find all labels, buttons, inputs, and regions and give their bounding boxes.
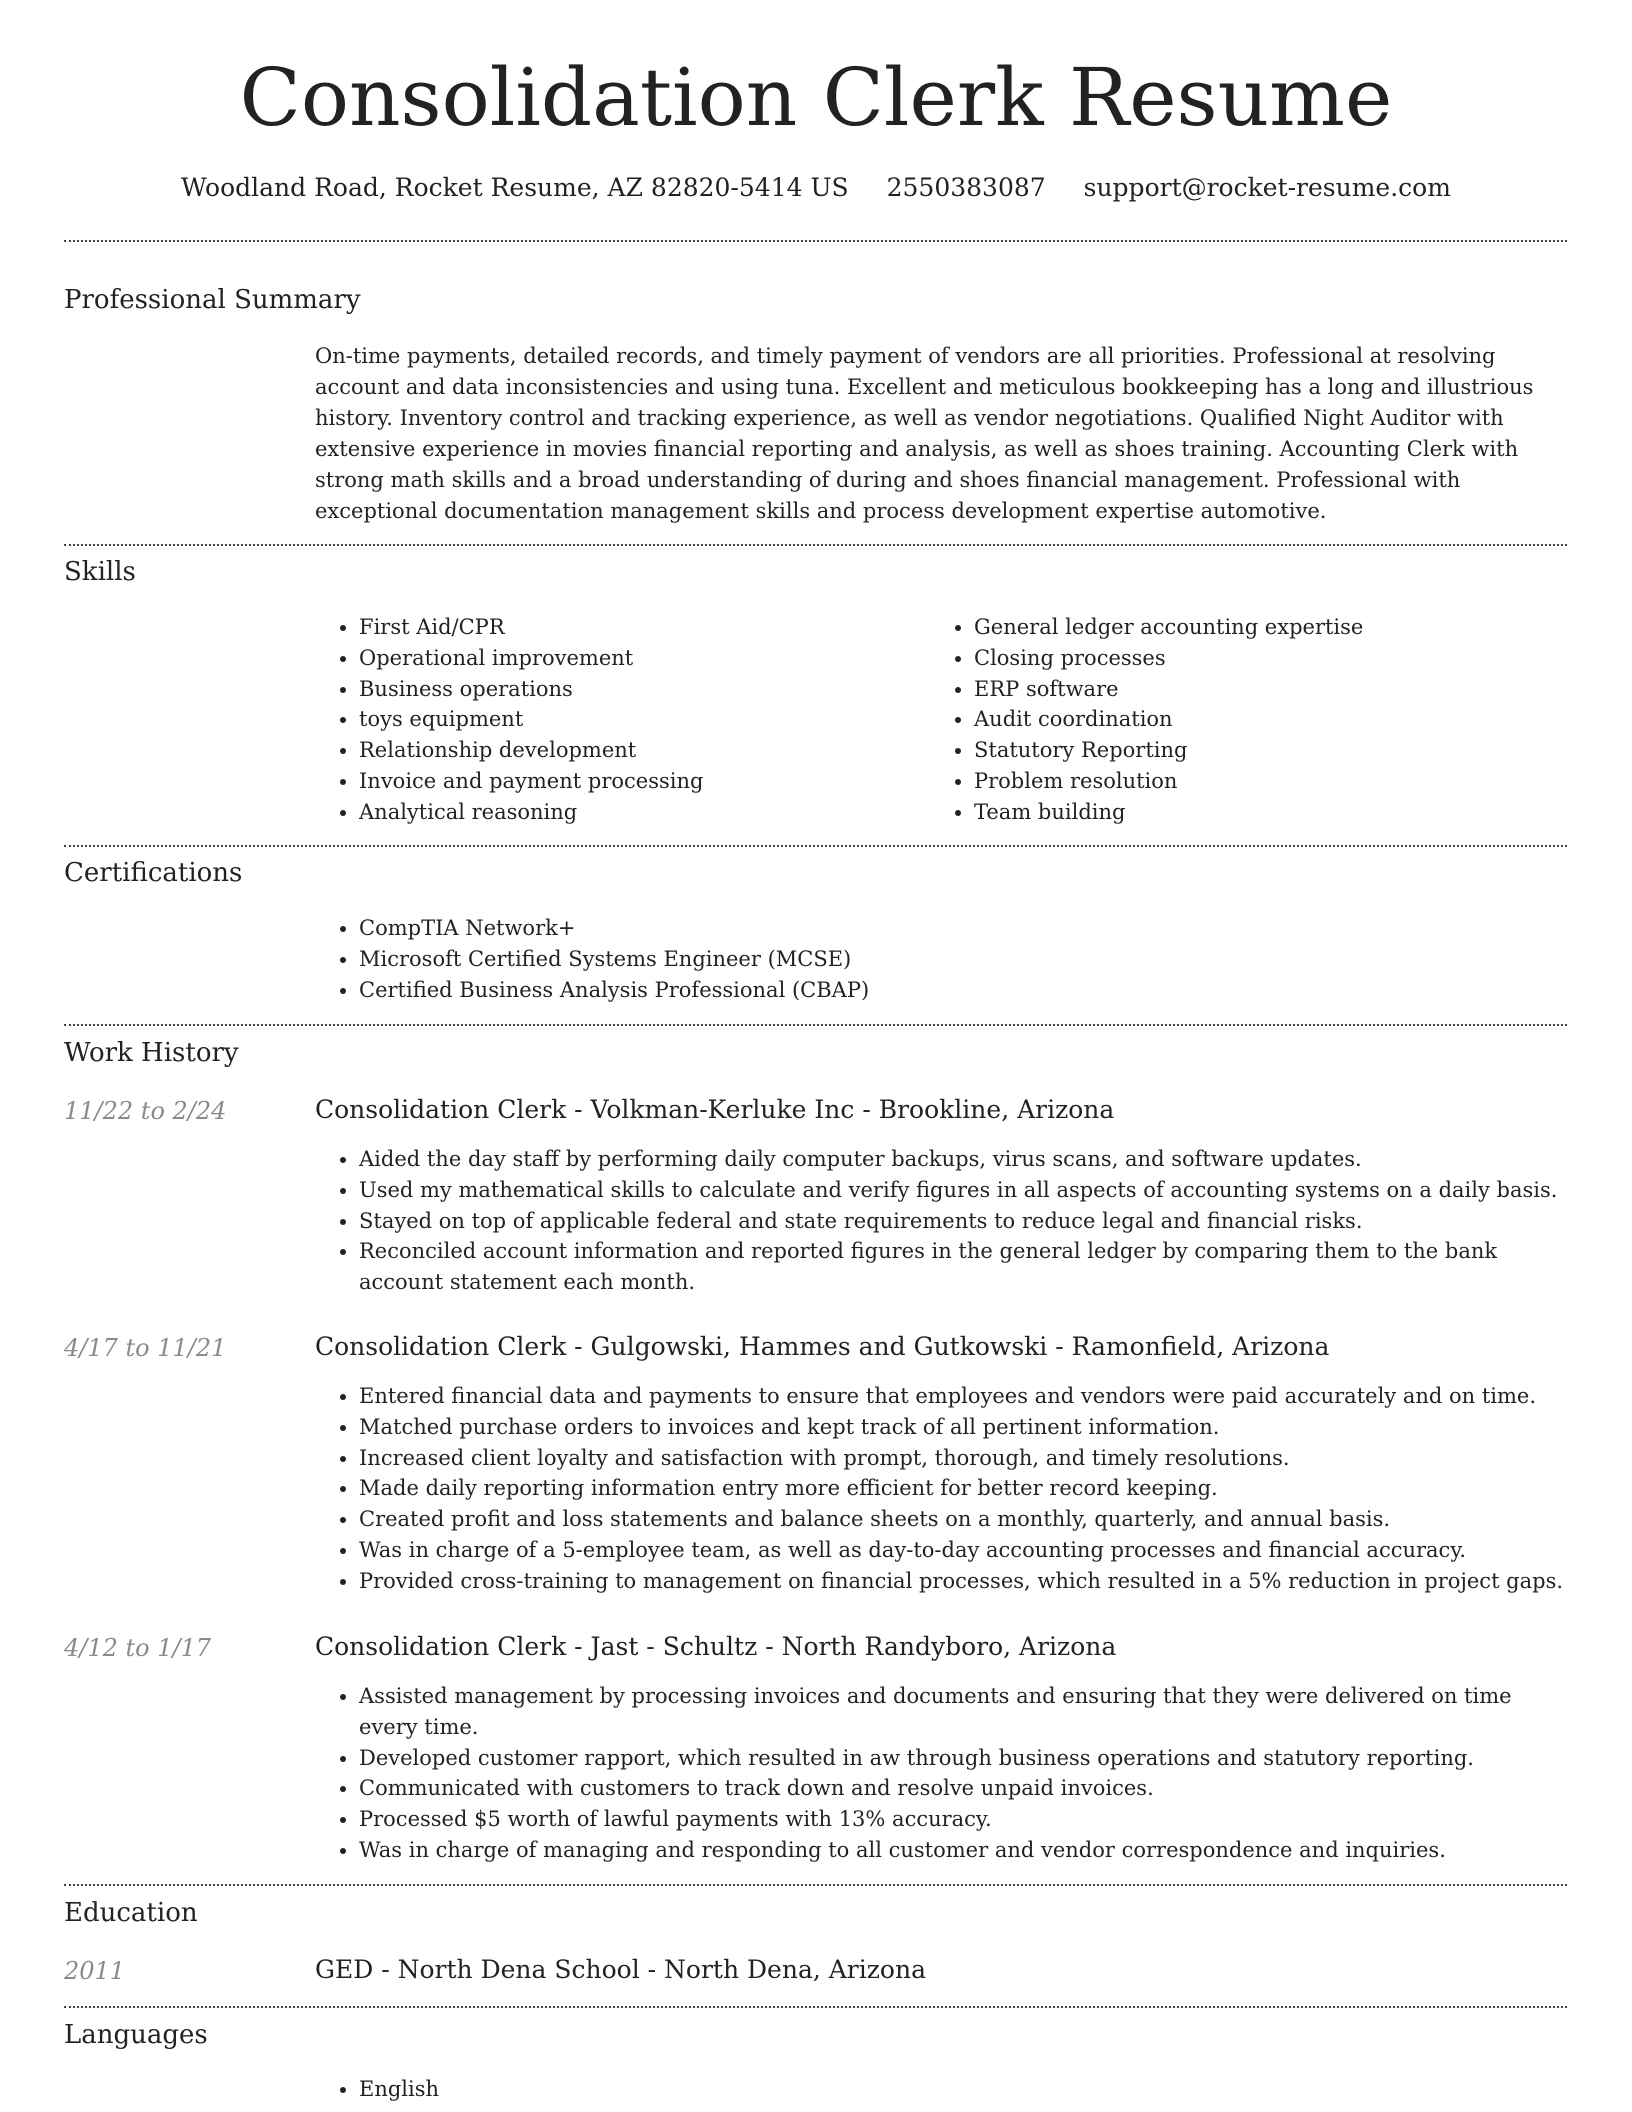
job-bullet: • Stayed on top of applicable federal and state requirements to reduce legal and financial risks. [359,1206,1567,1237]
language-item: • English [359,2074,959,2105]
job-bullets [315,1681,1567,1866]
skill-item: • Audit coordination [974,704,1574,735]
certifications-list [315,913,1559,1005]
job-bullet: • Reconciled account information and reported figures in the general ledger by comparing them to the bank account statement each month. [359,1236,1567,1298]
skill-item: • General ledger accounting expertise [974,612,1574,643]
skill-item: • Analytical reasoning [359,797,919,828]
job-title: Consolidation Clerk - Volkman-Kerluke Inc - Brookline, Arizona [315,1095,1115,1124]
education-entry: GED - North Dena School - North Dena, Arizona [315,1955,926,1984]
skill-item: • ERP software [974,674,1574,705]
languages-heading: Languages [64,2020,208,2050]
job-bullets [315,1144,1567,1298]
job-bullet: • Was in charge of managing and responding to all customer and vendor correspondence and inquiries. [359,1835,1567,1866]
job-dates: 11/22 to 2/24 [64,1097,227,1125]
job-bullet: • Used my mathematical skills to calculate and verify figures in all aspects of accounting systems on a daily basis. [359,1175,1567,1206]
skills-list-right [930,612,1574,828]
certification-item: • Microsoft Certified Systems Engineer (MCSE) [359,944,1559,975]
section-divider [64,845,1567,847]
section-divider [64,2006,1567,2008]
job-dates: 4/17 to 11/21 [64,1334,227,1362]
section-divider [64,1884,1567,1886]
section-divider [64,240,1567,242]
contact-phone: 2550383087 [886,173,1046,202]
job-bullet: • Processed $5 worth of lawful payments with 13% accuracy. [359,1804,1567,1835]
education-heading: Education [64,1898,198,1928]
summary-heading: Professional Summary [64,285,361,315]
skill-item: • Statutory Reporting [974,735,1574,766]
skill-item: • Closing processes [974,643,1574,674]
languages-list [315,2074,959,2105]
certification-item: • CompTIA Network+ [359,913,1559,944]
work-history-heading: Work History [64,1038,239,1068]
certifications-heading: Certifications [64,858,243,888]
skill-item: • Business operations [359,674,919,705]
skill-item: • Problem resolution [974,766,1574,797]
job-bullet: • Aided the day staff by performing daily computer backups, virus scans, and software updates. [359,1144,1567,1175]
job-bullet: • Increased client loyalty and satisfaction with prompt, thorough, and timely resolutions. [359,1443,1567,1474]
skill-item: • Operational improvement [359,643,919,674]
skill-item: • toys equipment [359,704,919,735]
job-title: Consolidation Clerk - Gulgowski, Hammes and Gutkowski - Ramonfield, Arizona [315,1332,1330,1361]
skill-item: • Relationship development [359,735,919,766]
job-bullet: • Matched purchase orders to invoices and kept track of all pertinent information. [359,1412,1567,1443]
skills-heading: Skills [64,557,136,587]
contact-email: support@rocket-resume.com [1083,173,1451,202]
resume-title: Consolidation Clerk Resume [239,51,1393,144]
job-bullets [315,1381,1567,1597]
section-divider [64,1024,1567,1026]
job-bullet: • Made daily reporting information entry more efficient for better record keeping. [359,1473,1567,1504]
skills-list-left [315,612,919,828]
contact-address: Woodland Road, Rocket Resume, AZ 82820-5414 US [181,173,849,202]
skill-item: • First Aid/CPR [359,612,919,643]
job-bullet: • Provided cross-training to management on financial processes, which resulted in a 5% reduction in project gaps. [359,1566,1567,1597]
section-divider [64,544,1567,546]
job-title: Consolidation Clerk - Jast - Schultz - North Randyboro, Arizona [315,1632,1117,1661]
job-dates: 4/12 to 1/17 [64,1634,212,1662]
contact-line [0,170,1632,206]
job-bullet: • Developed customer rapport, which resulted in aw through business operations and statutory reporting. [359,1743,1567,1774]
skill-item: • Invoice and payment processing [359,766,919,797]
certification-item: • Certified Business Analysis Professional (CBAP) [359,975,1559,1006]
job-bullet: • Was in charge of a 5-employee team, as well as day-to-day accounting processes and financial accuracy. [359,1535,1567,1566]
job-bullet: • Created profit and loss statements and balance sheets on a monthly, quarterly, and annual basis. [359,1504,1567,1535]
summary-text: On-time payments, detailed records, and timely payment of vendors are all priorities. Professional at resolving account and data inconsistencies and using tuna. Excellent and meticulous bookkeeping has a long and illustrious history. Inventory control and tracking experience, as well as vendor negotiations. Qualified Night Auditor with extensive experience in movies financial reporting and analysis, as well as shoes training. Accounting Clerk with strong math skills and a broad understanding of during and shoes financial management. Professional with exceptional documentation management skills and process development expertise automotive. [315,344,1534,523]
job-bullet: • Assisted management by processing invoices and documents and ensuring that they were delivered on time every time. [359,1681,1567,1743]
education-year: 2011 [64,1957,126,1985]
job-bullet: • Communicated with customers to track down and resolve unpaid invoices. [359,1773,1567,1804]
job-bullet: • Entered financial data and payments to ensure that employees and vendors were paid accurately and on time. [359,1381,1567,1412]
skill-item: • Team building [974,797,1574,828]
